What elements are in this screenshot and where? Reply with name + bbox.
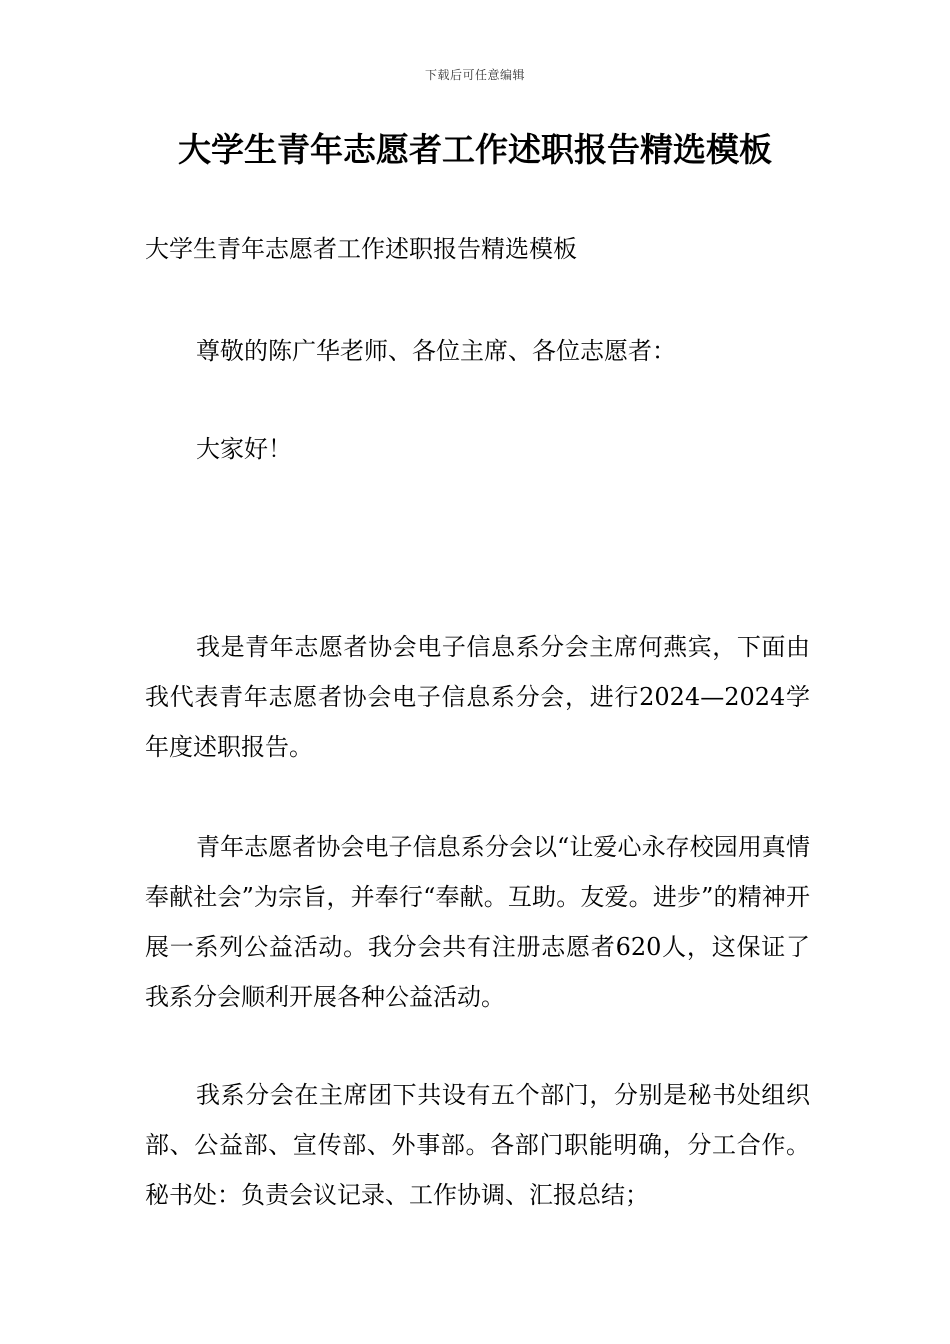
document-title: 大学生青年志愿者工作述职报告精选模板 bbox=[178, 130, 772, 169]
paragraph-departments: 我系分会在主席团下共设有五个部门，分别是秘书处组织部、公益部、宣传部、外事部。各部门职能明确，分工合作。秘书处：负责会议记录、工作协调、汇报总结； bbox=[145, 1081, 810, 1209]
paragraph-mission: 青年志愿者协会电子信息系分会以“让爱心永存校园用真情奉献社会”为宗旨，并奉行“奉献。互助。友爱。进步”的精神开展一系列公益活动。我分会共有注册志愿者620人，这保证了我系分会顺利开展各种公益活动。 bbox=[145, 833, 810, 1011]
document-subtitle: 大学生青年志愿者工作述职报告精选模板 bbox=[145, 235, 577, 263]
paragraph-introduction: 我是青年志愿者协会电子信息系分会主席何燕宾，下面由我代表青年志愿者协会电子信息系分会，进行2024—2024学年度述职报告。 bbox=[145, 633, 810, 761]
header-note: 下载后可任意编辑 bbox=[424, 68, 525, 82]
salutation: 尊敬的陈广华老师、各位主席、各位志愿者： bbox=[196, 337, 676, 365]
greeting: 大家好！ bbox=[196, 435, 292, 463]
